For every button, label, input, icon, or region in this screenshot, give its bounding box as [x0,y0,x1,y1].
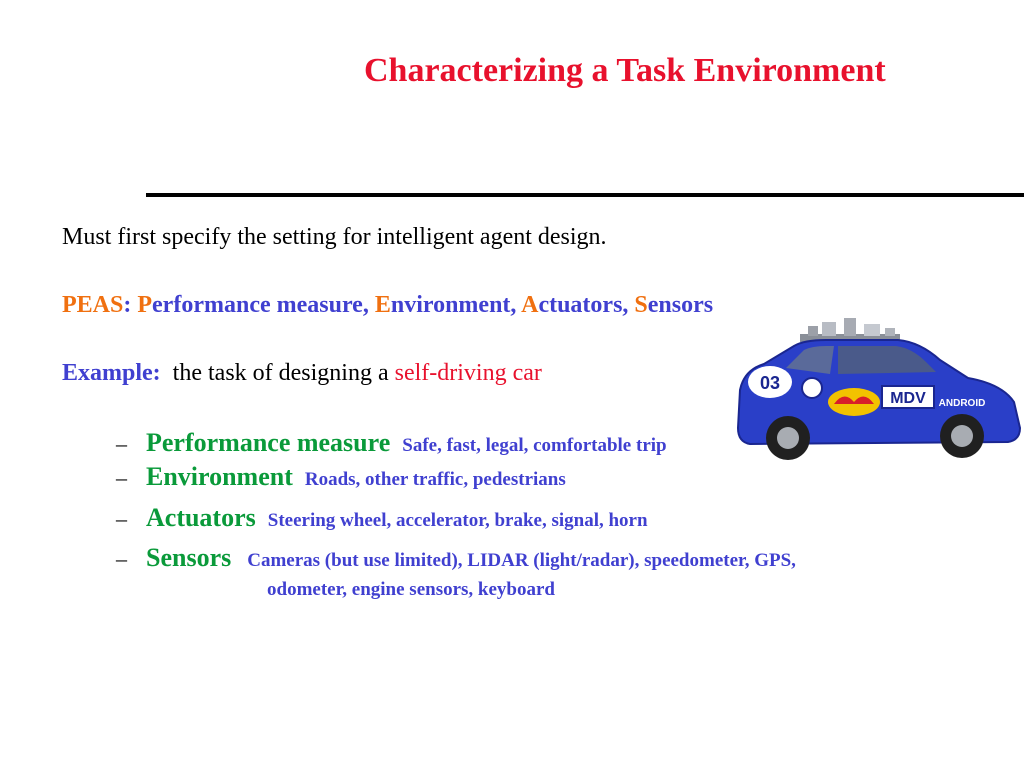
peas-p-letter: P [137,292,153,318]
slide-title: Characterizing a Task Environment [364,52,886,89]
bullet-sensors [116,543,796,573]
peas-a-letter: A [521,292,539,318]
bullet-term: Environment [146,462,293,491]
vw-logo-icon [802,378,822,398]
peas-s-letter: S [634,292,648,318]
example-label: Example: [62,360,161,386]
peas-s-rest: ensors [647,292,714,318]
car-number: 03 [759,373,781,393]
bullet-desc: Steering wheel, accelerator, brake, signal, horn [267,510,648,531]
bullet-desc: Cameras (but use limited), LIDAR (light/radar), speedometer, GPS, [247,550,796,571]
bullet-dash: – [116,465,127,490]
roof-sensor-rack [800,318,900,342]
title-divider [146,193,1024,197]
peas-p-rest: erformance measure, [152,292,375,318]
peas-a-rest: ctuators, [538,292,635,318]
bullet-environment [116,462,566,492]
self-driving-car-image [730,316,1024,472]
intro-text: Must first specify the setting for intelligent agent design. [62,224,607,250]
bullet-dash: – [116,431,127,456]
bullet-actuators [116,503,648,533]
bullet-sensors-continuation: odometer, engine sensors, keyboard [267,579,555,600]
bullet-dash: – [116,546,127,571]
bullet-term: Sensors [146,543,232,572]
peas-line [62,292,713,319]
bullet-term: Performance measure [146,428,391,457]
peas-e-letter: E [374,292,391,318]
car-side-text: ANDROID [938,398,986,409]
example-text: the task of designing a [172,360,395,386]
peas-colon: : [123,292,138,318]
front-wheel [766,416,810,460]
peas-e-rest: nvironment, [390,292,522,318]
peas-label: PEAS [62,292,124,318]
example-highlight: self-driving car [394,360,542,386]
mdv-text: MDV [890,390,926,407]
rear-wheel [940,414,984,458]
bullet-desc: Safe, fast, legal, comfortable trip [402,435,667,456]
bullet-dash: – [116,506,127,531]
bullet-performance [116,428,667,458]
example-line [62,360,542,387]
bullet-desc: Roads, other traffic, pedestrians [304,469,566,490]
bullet-term: Actuators [146,503,256,532]
